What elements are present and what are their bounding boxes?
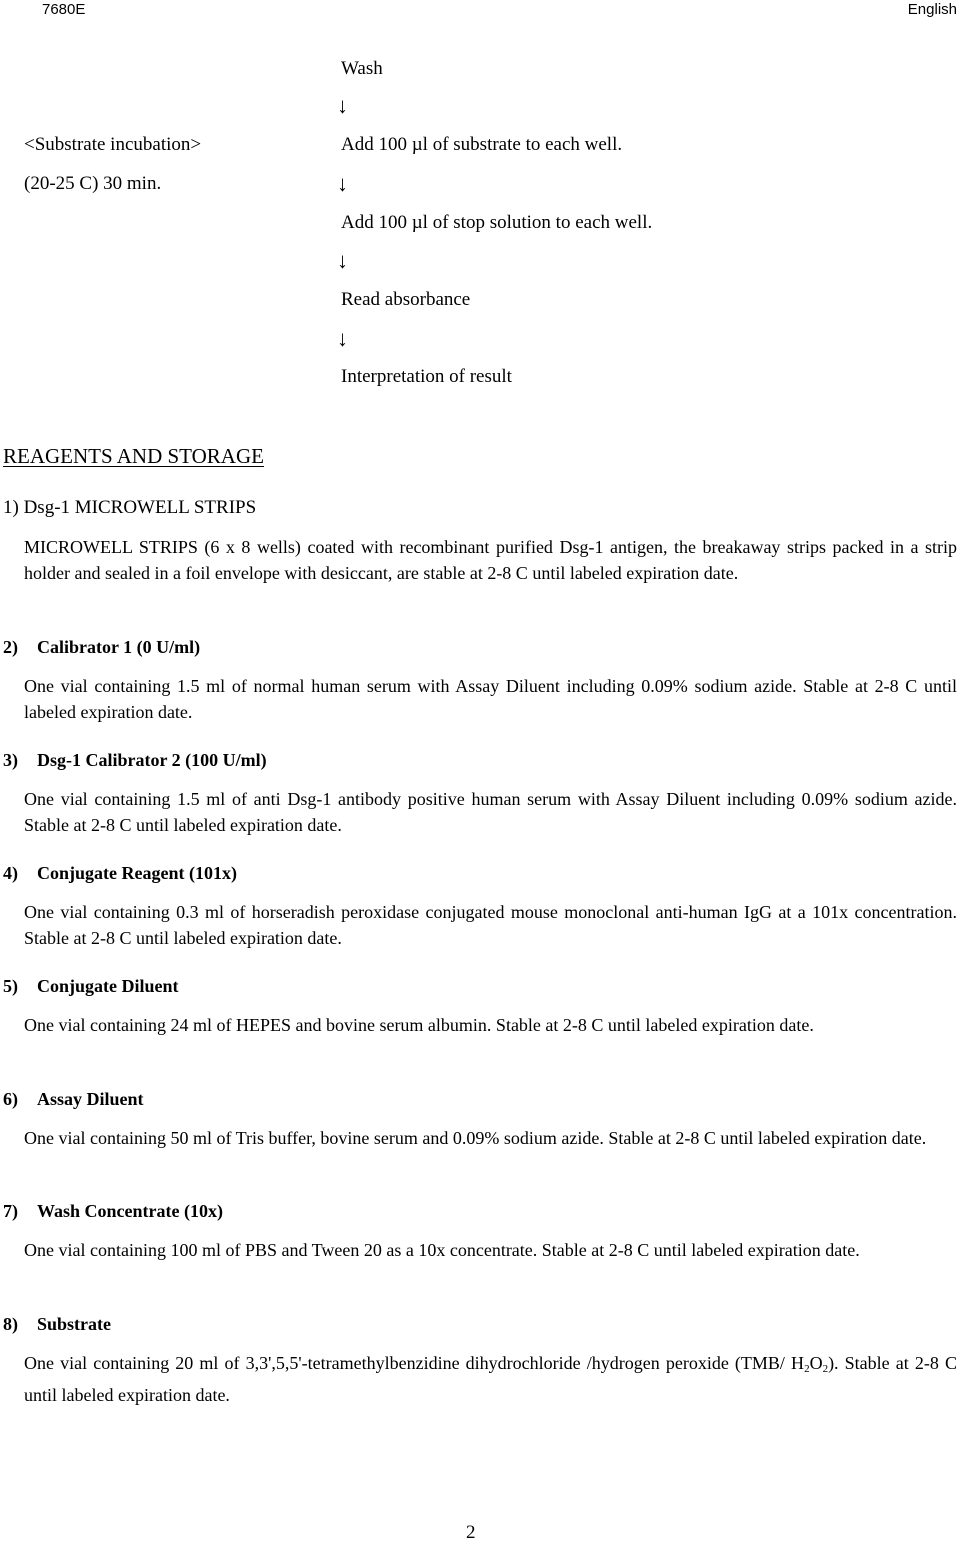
reagent-name: Wash Concentrate (10x) [37,1201,223,1221]
reagent-name: Conjugate Diluent [37,976,179,996]
flow-step-add-stop-solution: Add 100 µl of stop solution to each well. [341,212,653,233]
section-title-reagents-storage: REAGENTS AND STORAGE [3,444,264,468]
reagent-number: 6) [3,1089,18,1109]
reagent-description-calibrator-2: One vial containing 1.5 ml of anti Dsg-1 antibody positive human serum with Assay Diluent including 0.09% sodium azide. Stable at 2-8 C until labeled expiration date. [24,789,957,835]
subscript: 2 [804,1363,810,1375]
reagent-heading-conjugate-diluent [3,975,179,997]
substrate-text-part: ). Stable at 2-8 C until labeled expiration date. [24,1353,957,1405]
flow-step-wash: Wash [341,58,383,79]
reagent-number: 5) [3,976,18,996]
reagent-name: Dsg-1 MICROWELL STRIPS [23,497,257,518]
down-arrow-icon: ↓ [337,248,348,273]
reagent-name: Assay Diluent [37,1089,144,1109]
reagent-description-microwell-strips: MICROWELL STRIPS (6 x 8 wells) coated with recombinant purified Dsg-1 antigen, the breakaway strips packed in a strip holder and sealed in a foil envelope with desiccant, are stable at 2-8 C until labeled expiration date. [24,537,957,583]
reagent-description-calibrator-1: One vial containing 1.5 ml of normal human serum with Assay Diluent including 0.09% sodium azide. Stable at 2-8 C until labeled expiration date. [24,676,957,722]
reagent-heading-substrate [3,1313,111,1335]
reagent-heading-conjugate-reagent [3,862,237,884]
flow-label-incubation-time: (20-25 C) 30 min. [24,173,162,194]
reagent-number: 2) [3,637,18,657]
reagent-heading-assay-diluent [3,1088,144,1110]
reagent-name: Conjugate Reagent (101x) [37,863,237,883]
reagent-heading-calibrator-1 [3,636,200,658]
page-number: 2 [466,1522,476,1543]
flow-label-substrate-incubation: <Substrate incubation> [24,134,202,155]
substrate-text-part: One vial containing 20 ml of 3,3',5,5'-tetramethylbenzidine dihydrochloride /hydrogen peroxide (TMB/ H [24,1353,805,1373]
reagent-heading-wash-concentrate [3,1200,223,1222]
reagent-number: 8) [3,1314,18,1334]
reagent-name: Dsg-1 Calibrator 2 (100 U/ml) [37,750,267,770]
language-label: English [907,1,957,18]
reagent-description-substrate [24,1350,957,1408]
document-code: 7680E [42,1,86,18]
down-arrow-icon: ↓ [337,171,348,196]
flow-step-read-absorbance: Read absorbance [341,289,471,310]
reagent-number: 7) [3,1201,18,1221]
reagent-description-conjugate-diluent: One vial containing 24 ml of HEPES and bovine serum albumin. Stable at 2-8 C until labeled expiration date. [24,1015,814,1035]
reagent-description-assay-diluent: One vial containing 50 ml of Tris buffer, bovine serum and 0.09% sodium azide. Stable at 2-8 C until labeled expiration date. [24,1128,927,1148]
reagent-heading-microwell-strips [3,497,256,519]
reagent-name: Substrate [37,1314,112,1334]
reagent-number: 1) [3,497,19,518]
flow-step-interpretation: Interpretation of result [341,366,512,387]
reagent-heading-calibrator-2 [3,749,267,771]
substrate-text-part: O [809,1353,823,1373]
reagent-number: 3) [3,750,18,770]
reagent-number: 4) [3,863,18,883]
down-arrow-icon: ↓ [337,326,348,351]
reagent-description-conjugate-reagent: One vial containing 0.3 ml of horseradish peroxidase conjugated mouse monoclonal anti-human IgG at a 101x concentration. Stable at 2-8 C until labeled expiration date. [24,902,957,948]
reagent-description-wash-concentrate: One vial containing 100 ml of PBS and Tween 20 as a 10x concentrate. Stable at 2-8 C until labeled expiration date. [24,1240,860,1260]
subscript: 2 [822,1363,829,1375]
flow-step-add-substrate: Add 100 µl of substrate to each well. [341,134,623,155]
down-arrow-icon: ↓ [337,93,348,118]
reagent-name: Calibrator 1 (0 U/ml) [37,637,201,657]
